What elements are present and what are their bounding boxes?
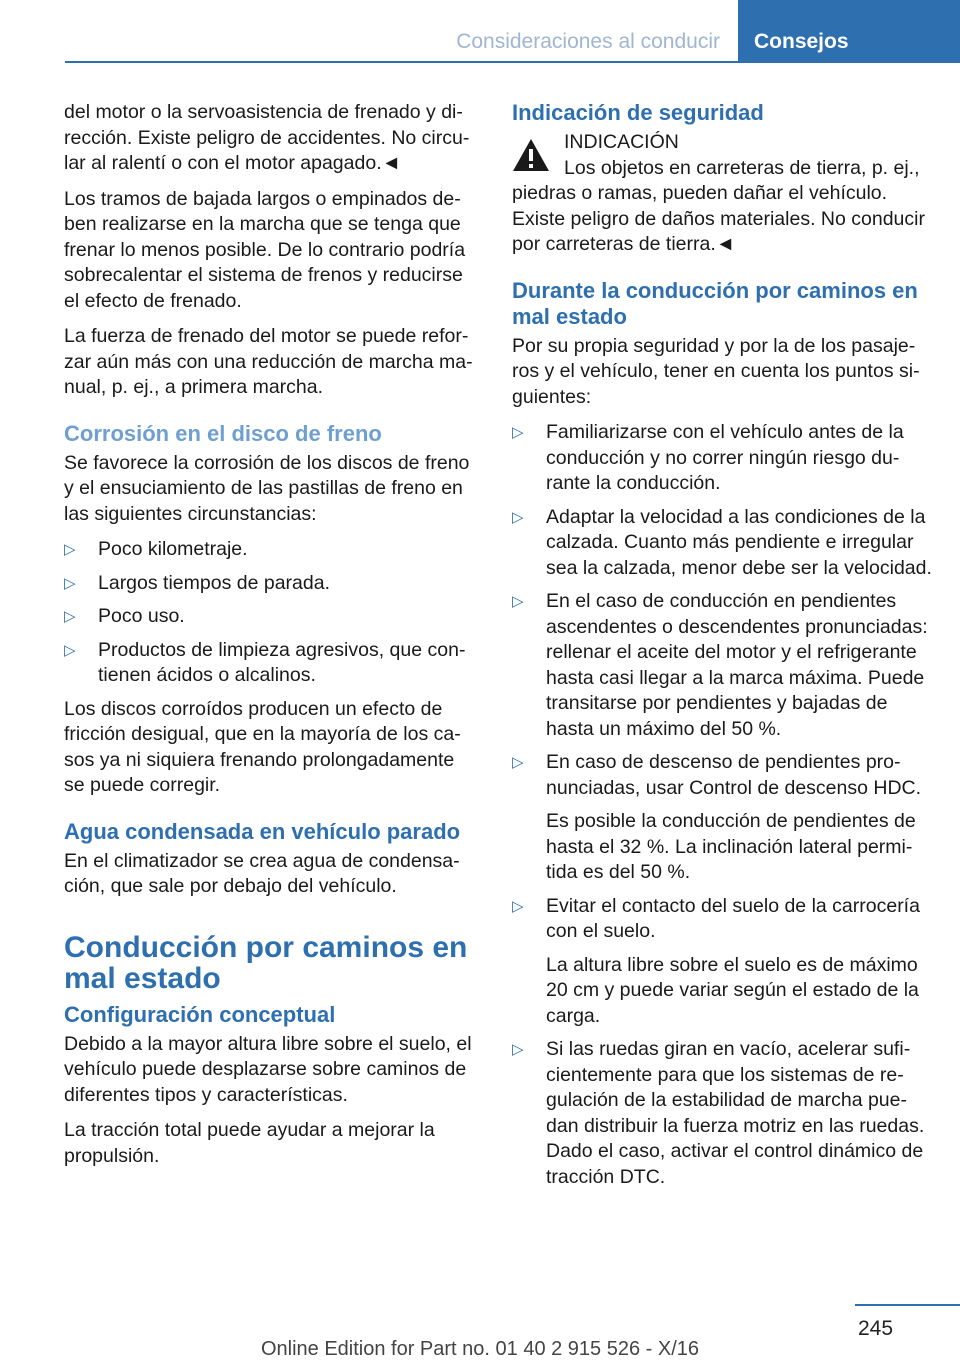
list-item-text: Familiarizarse con el vehículo antes de la conducción y no correr ningún riesgo durante la conducción. xyxy=(546,421,904,494)
header-section-title: Consideraciones al conducir xyxy=(456,30,720,53)
list-item xyxy=(512,750,932,886)
bullet-triangle-icon: ▷ xyxy=(64,641,76,659)
heading-condensed-water: Agua condensada en vehículo parado xyxy=(64,818,461,844)
list-item xyxy=(512,894,932,1030)
bullet-triangle-icon: ▷ xyxy=(512,754,524,771)
warning-text-continued: piedras o ramas, pueden dañar el vehículo. Existe peligro de daños materiales. No conducir por carreteras de tierra.◄ xyxy=(512,182,925,255)
corrosion-list xyxy=(64,537,478,689)
list-item-text: Largos tiempos de parada. xyxy=(98,571,330,594)
paragraph: Se favorece la corrosión de los discos de freno y el ensuciamiento de las pastillas de freno en las siguientes circunstancias: xyxy=(64,451,470,525)
heading-concept: Configuración conceptual xyxy=(64,1001,336,1027)
bullet-triangle-icon: ▷ xyxy=(64,608,76,625)
page-number: 245 xyxy=(858,1317,894,1340)
header-rule xyxy=(65,61,960,63)
list-item xyxy=(64,537,478,563)
warning-label: INDICACIÓN xyxy=(564,131,679,153)
bullet-triangle-icon: ▷ xyxy=(64,574,76,592)
bullet-triangle-icon: ▷ xyxy=(512,424,524,441)
running-header-tab xyxy=(738,0,960,61)
footer-rule xyxy=(855,1304,960,1306)
bullet-triangle-icon: ▷ xyxy=(512,593,524,610)
bullet-triangle-icon: ▷ xyxy=(512,897,524,915)
bullet-triangle-icon: ▷ xyxy=(512,508,524,526)
right-column xyxy=(512,100,932,1198)
driving-tips-list xyxy=(512,420,932,1190)
paragraph: Por su propia seguridad y por la de los pasajeros y el vehículo, tener en cuenta los puntos siguientes: xyxy=(512,334,920,408)
heading-corrosion: Corrosión en el disco de freno xyxy=(64,420,382,446)
list-item-text: Poco kilometraje. xyxy=(98,538,248,560)
list-item xyxy=(512,505,932,582)
list-item xyxy=(64,604,478,630)
paragraph: La tracción total puede ayudar a mejorar la propulsión. xyxy=(64,1119,435,1167)
list-item-continuation: La altura libre sobre el suelo es de máximo 20 cm y puede variar según el estado de la carga. xyxy=(546,953,919,1027)
list-item-continuation: Es posible la conducción de pendientes de hasta el 32 %. La inclinación lateral permitida es del 50 %. xyxy=(546,810,916,883)
paragraph: Los tramos de bajada largos o empinados deben realizarse en la marcha que se tenga que frenar lo menos posible. De lo contrario podría sobrecalentar el sistema de frenos y reducirse el efecto de frenado. xyxy=(64,187,466,312)
paragraph: Los discos corroídos producen un efecto de fricción desigual, que en la mayoría de los casos ya ni siquiera frenando prolongadamente se puede corregir. xyxy=(64,697,461,796)
list-item-text: Evitar el contacto del suelo de la carrocería con el suelo. xyxy=(546,894,920,942)
warning-text: Los objetos en carreteras de tierra, p. ej., xyxy=(564,156,920,179)
heading-during-driving: Durante la conducción por caminos en mal estado xyxy=(512,277,918,329)
paragraph: del motor o la servoasistencia de frenado y dirección. Existe peligro de accidentes. No circular al ralentí o con el motor apagado.◄ xyxy=(64,101,470,174)
list-item-text: En caso de descenso de pendientes pronunciadas, usar Control de descenso HDC. xyxy=(546,751,922,799)
paragraph: La fuerza de frenado del motor se puede reforzar aún más con una reducción de marcha manual, p. ej., a primera marcha. xyxy=(64,325,473,398)
running-header-section xyxy=(0,0,738,61)
paragraph: Debido a la mayor altura libre sobre el suelo, el vehículo puede desplazarse sobre caminos de diferentes tipos y características. xyxy=(64,1032,472,1106)
edition-footer: Online Edition for Part no. 01 40 2 915 526 - X/16 xyxy=(260,1338,700,1360)
header-tab-title: Consejos xyxy=(754,30,849,53)
list-item-text: Productos de limpieza agresivos, que contienen ácidos o alcalinos. xyxy=(98,638,466,686)
heading-rough-roads: Conducción por caminos en mal estado xyxy=(64,930,468,995)
warning-box xyxy=(512,130,932,258)
list-item-text: Si las ruedas giran en vacío, acelerar suficientemente para que los sistemas de regulación de la estabilidad de marcha puedan distribuir la fuerza motriz en las ruedas. Dado el caso, activar el control dinámico de tracción DTC. xyxy=(546,1038,925,1188)
list-item-text: En el caso de conducción en pendientes ascendentes o descendentes pronunciadas: rellenar el aceite del motor y el refrigerante hasta casi llegar a la marca máxima. Puede transitarse por pendientes y bajadas de hasta un máximo del 50 %. xyxy=(546,590,928,740)
paragraph: En el climatizador se crea agua de condensación, que sale por debajo del vehículo. xyxy=(64,849,460,897)
bullet-triangle-icon: ▷ xyxy=(64,541,76,558)
list-item xyxy=(512,1037,932,1190)
heading-safety-note: Indicación de seguridad xyxy=(512,100,764,125)
bullet-triangle-icon: ▷ xyxy=(512,1041,524,1058)
list-item xyxy=(64,571,478,597)
list-item-text: Adaptar la velocidad a las condiciones de la calzada. Cuanto más pendiente e irregular sea la calzada, menor debe ser la velocidad. xyxy=(546,505,932,579)
warning-triangle-icon xyxy=(512,138,550,172)
list-item xyxy=(64,638,478,689)
list-item xyxy=(512,420,932,497)
left-column xyxy=(64,100,478,1179)
list-item-text: Poco uso. xyxy=(98,605,185,627)
list-item xyxy=(512,589,932,742)
